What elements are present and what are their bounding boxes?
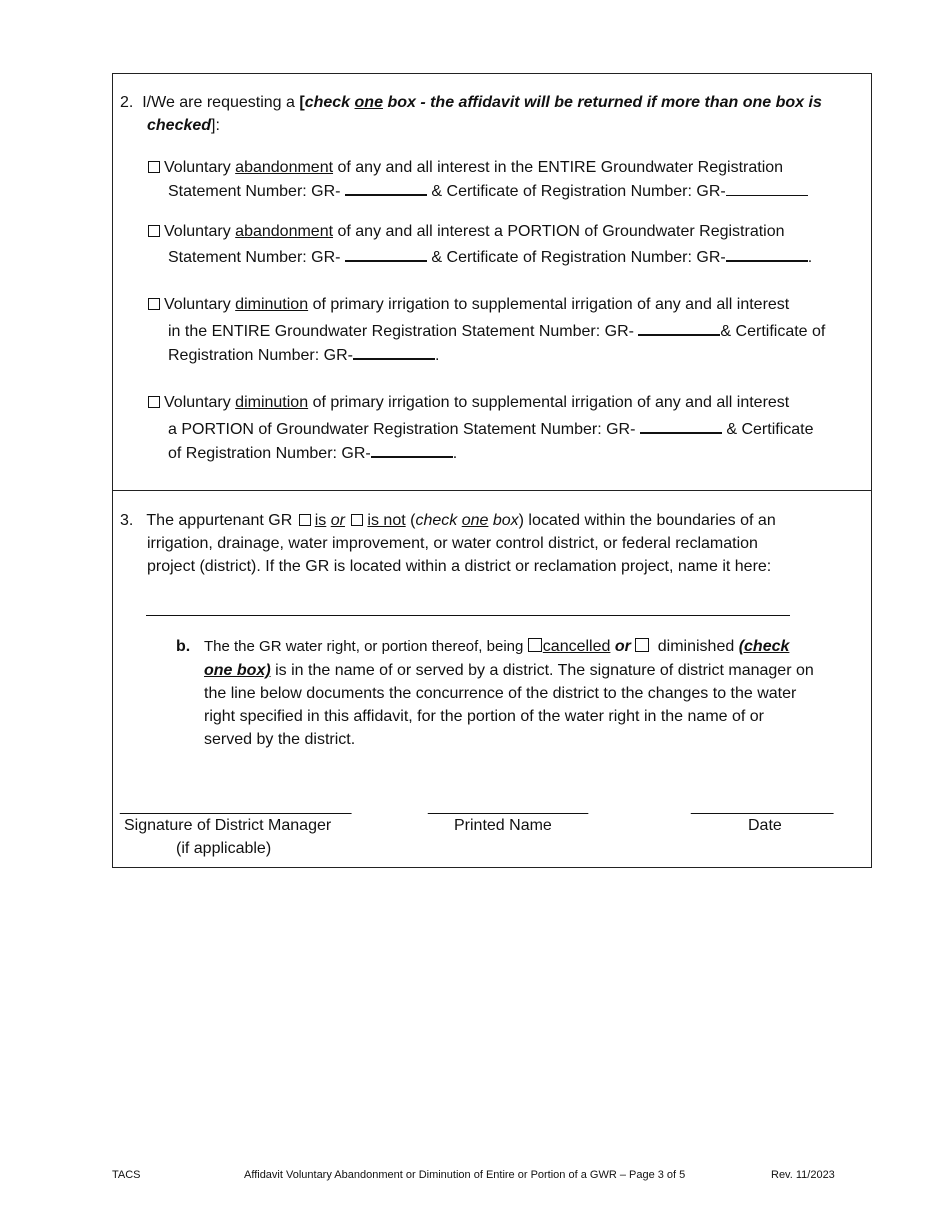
footer-right: Rev. 11/2023 bbox=[771, 1169, 835, 1181]
option-4-checkbox[interactable] bbox=[148, 396, 160, 408]
section2-number: 2. bbox=[120, 94, 134, 111]
option-2-line2 bbox=[168, 246, 812, 268]
signature-sublabel: (if applicable) bbox=[176, 840, 272, 857]
option-4-rest: of primary irrigation to supplemental irrigation of any and all interest bbox=[312, 394, 790, 411]
option-2-statement-field[interactable] bbox=[345, 246, 427, 262]
diminished-checkbox[interactable] bbox=[635, 638, 649, 652]
option-3-rest: of primary irrigation to supplemental irrigation of any and all interest bbox=[312, 296, 790, 313]
option-4-cert-label: & Certificate bbox=[726, 421, 814, 438]
section3-line1 bbox=[120, 511, 776, 531]
bracket-open: [ bbox=[299, 94, 305, 111]
sub-b-line1 bbox=[204, 637, 789, 657]
section3-line2: irrigation, drainage, water improvement, or water control district, or federal reclamation bbox=[147, 535, 758, 552]
instr-one: one bbox=[354, 94, 383, 111]
option-3-cert-field[interactable] bbox=[353, 344, 435, 360]
paren-open: ( bbox=[410, 512, 416, 529]
option-4-statement-field[interactable] bbox=[640, 418, 722, 434]
option-4-line1 bbox=[148, 393, 789, 413]
option-3-line2 bbox=[168, 320, 825, 342]
check-word: check bbox=[415, 512, 458, 529]
option-2-statement-label: Statement Number: GR- bbox=[168, 249, 341, 266]
option-1-statement-field[interactable] bbox=[345, 180, 427, 196]
section3-line3: project (district). If the GR is located within a district or reclamation project, name it here: bbox=[147, 558, 772, 575]
sub-b-label: b. bbox=[176, 638, 191, 655]
option-1-cert-field[interactable] bbox=[726, 181, 808, 196]
one-box: one box) bbox=[204, 662, 271, 679]
section3-lead: The appurtenant GR bbox=[146, 512, 293, 529]
option-3-statement-field[interactable] bbox=[638, 320, 720, 336]
section2-intro: I/We are requesting a bbox=[142, 94, 295, 111]
sub-b-line2-rest: is in the name of or served by a district. The signature of district manager on bbox=[275, 662, 814, 679]
section3-line1-rest: ) located within the boundaries of an bbox=[518, 512, 776, 529]
option-3-statement-label: in the ENTIRE Groundwater Registration Statement Number: GR- bbox=[168, 323, 634, 340]
option-4-line3 bbox=[168, 442, 457, 464]
section-divider bbox=[112, 490, 872, 491]
option-3-word: Voluntary bbox=[164, 296, 231, 313]
option-4-cert-label-2: of Registration Number: GR- bbox=[168, 445, 371, 462]
option-1-rest: of any and all interest in the ENTIRE Groundwater Registration bbox=[337, 159, 784, 176]
is-checkbox[interactable] bbox=[299, 514, 311, 526]
option-3-cert-label: & Certificate of bbox=[720, 323, 826, 340]
option-4-line2 bbox=[168, 418, 813, 440]
option-1-word: Voluntary bbox=[164, 159, 231, 176]
option-1-line1 bbox=[148, 158, 783, 178]
date-label: Date bbox=[748, 817, 782, 834]
section3-number: 3. bbox=[120, 512, 134, 529]
option-1-statement-label: Statement Number: GR- bbox=[168, 183, 341, 200]
printed-name-label: Printed Name bbox=[454, 817, 552, 834]
option-1-checkbox[interactable] bbox=[148, 161, 160, 173]
instr-check: check bbox=[304, 94, 351, 111]
option-1-key: abandonment bbox=[235, 159, 334, 176]
bracket-close: ]: bbox=[211, 117, 220, 134]
sub-b-intro: The the GR water right, or portion thereof, being bbox=[204, 638, 524, 655]
option-4-word: Voluntary bbox=[164, 394, 231, 411]
option-3-end: . bbox=[434, 347, 440, 364]
option-4-cert-field[interactable] bbox=[371, 442, 453, 458]
option-2-cert-label: & Certificate of Registration Number: GR- bbox=[431, 249, 726, 266]
option-1-line2 bbox=[168, 180, 808, 202]
sub-b-line5: served by the district. bbox=[204, 731, 356, 748]
signature-field[interactable]: __________________________ bbox=[120, 798, 352, 815]
sub-b-line3: the line below documents the concurrence of the district to the changes to the water bbox=[204, 685, 797, 702]
is-not-checkbox[interactable] bbox=[351, 514, 363, 526]
sub-b-line2 bbox=[204, 661, 814, 681]
diminished-word: diminished bbox=[657, 638, 735, 655]
instr-rest: box - the affidavit will be returned if more than one box is bbox=[387, 94, 822, 111]
signature-label: Signature of District Manager bbox=[124, 817, 332, 834]
sub-b-or: or bbox=[614, 638, 631, 655]
footer-left: TACS bbox=[112, 1169, 141, 1181]
printed-name-field[interactable]: __________________ bbox=[428, 798, 589, 815]
option-2-checkbox[interactable] bbox=[148, 225, 160, 237]
option-4-statement-label: a PORTION of Groundwater Registration Statement Number: GR- bbox=[168, 421, 636, 438]
sub-b-line4: right specified in this affidavit, for the portion of the water right in the name of or bbox=[204, 708, 765, 725]
box-word: box bbox=[492, 512, 519, 529]
option-4-end: . bbox=[452, 445, 458, 462]
instr-checked: checked bbox=[147, 117, 212, 134]
check-open: (check bbox=[738, 638, 790, 655]
option-2-rest: of any and all interest a PORTION of Groundwater Registration bbox=[337, 223, 785, 240]
one-word: one bbox=[461, 512, 489, 529]
option-2-line1 bbox=[148, 222, 785, 242]
section2-heading bbox=[120, 93, 822, 113]
option-3-cert-label-2: Registration Number: GR- bbox=[168, 347, 353, 364]
option-4-key: diminution bbox=[235, 394, 309, 411]
option-2-end: . bbox=[807, 249, 813, 266]
opt-is: is bbox=[314, 512, 327, 529]
cancelled-word: cancelled bbox=[542, 638, 611, 655]
option-2-key: abandonment bbox=[235, 223, 334, 240]
opt-or: or bbox=[330, 512, 345, 529]
opt-is-not: is not bbox=[367, 512, 406, 529]
section2-heading-line2 bbox=[147, 116, 220, 136]
footer-center: Affidavit Voluntary Abandonment or Diminution of Entire or Portion of a GWR – Page 3 of 5 bbox=[244, 1169, 686, 1181]
option-3-checkbox[interactable] bbox=[148, 298, 160, 310]
option-1-cert-label: & Certificate of Registration Number: GR- bbox=[431, 183, 726, 200]
option-3-key: diminution bbox=[235, 296, 309, 313]
district-name-field[interactable] bbox=[146, 615, 790, 616]
option-3-line3 bbox=[168, 344, 439, 366]
date-field[interactable]: ________________ bbox=[691, 798, 834, 815]
option-2-cert-field[interactable] bbox=[726, 246, 808, 262]
cancelled-checkbox[interactable] bbox=[528, 638, 542, 652]
option-3-line1 bbox=[148, 295, 789, 315]
option-2-word: Voluntary bbox=[164, 223, 231, 240]
